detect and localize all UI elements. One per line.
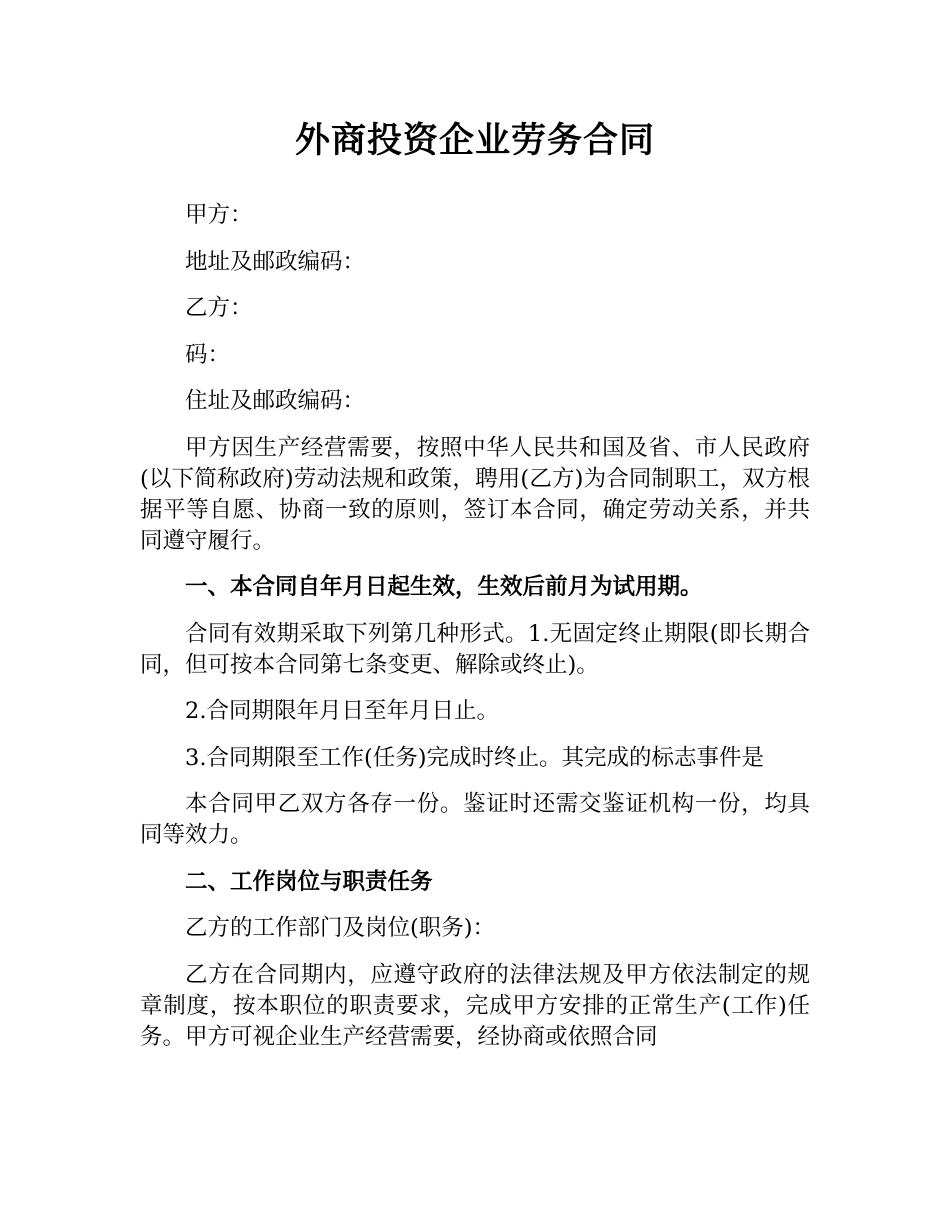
code-field: 码： (185, 341, 231, 368)
duties-paragraph: 乙方在合同期内，应遵守政府的法律法规及甲方依法制定的规章制度，按本职位的职责要求，完成甲方安排的正常生产(工作)任务。甲方可视企业生产经营需要，经协商或依照合同 (140, 961, 810, 1050)
document-body (140, 200, 810, 1068)
party-b-field: 乙方： (185, 295, 253, 321)
section-heading-1: 一、本合同自年月日起生效，生效后前月为试用期。 (185, 574, 703, 600)
term-option-3-paragraph: 3.合同期限至工作(任务)完成时终止。其完成的标志事件是 (185, 744, 765, 771)
job-position-paragraph: 乙方的工作部门及岗位(职务)： (185, 915, 496, 941)
section-heading-2: 二、工作岗位与职责任务 (185, 868, 433, 895)
party-a-field: 甲方： (185, 202, 253, 228)
contract-term-paragraph: 合同有效期采取下列第几种形式。1.无固定终止期限(即长期合同，但可按本合同第七条变更、解除或终止)。 (140, 620, 810, 678)
party-a-address-field: 地址及邮政编码： (185, 248, 366, 275)
copies-paragraph: 本合同甲乙双方各存一份。鉴证时还需交鉴证机构一份，均具同等效力。 (140, 791, 810, 848)
document-title: 外商投资企业劳务合同 (294, 121, 655, 161)
term-option-2-paragraph: 2.合同期限年月日至年月日止。 (185, 698, 499, 724)
document-page (140, 0, 810, 1230)
party-b-address-field: 住址及邮政编码： (185, 388, 366, 414)
preamble-paragraph: 甲方因生产经营需要，按照中华人民共和国及省、市人民政府(以下简称政府)劳动法规和政策，聘用(乙方)为合同制职工，双方根据平等自愿、协商一致的原则，签订本合同，确定劳动关系，并共同遵守履行。 (140, 434, 810, 554)
